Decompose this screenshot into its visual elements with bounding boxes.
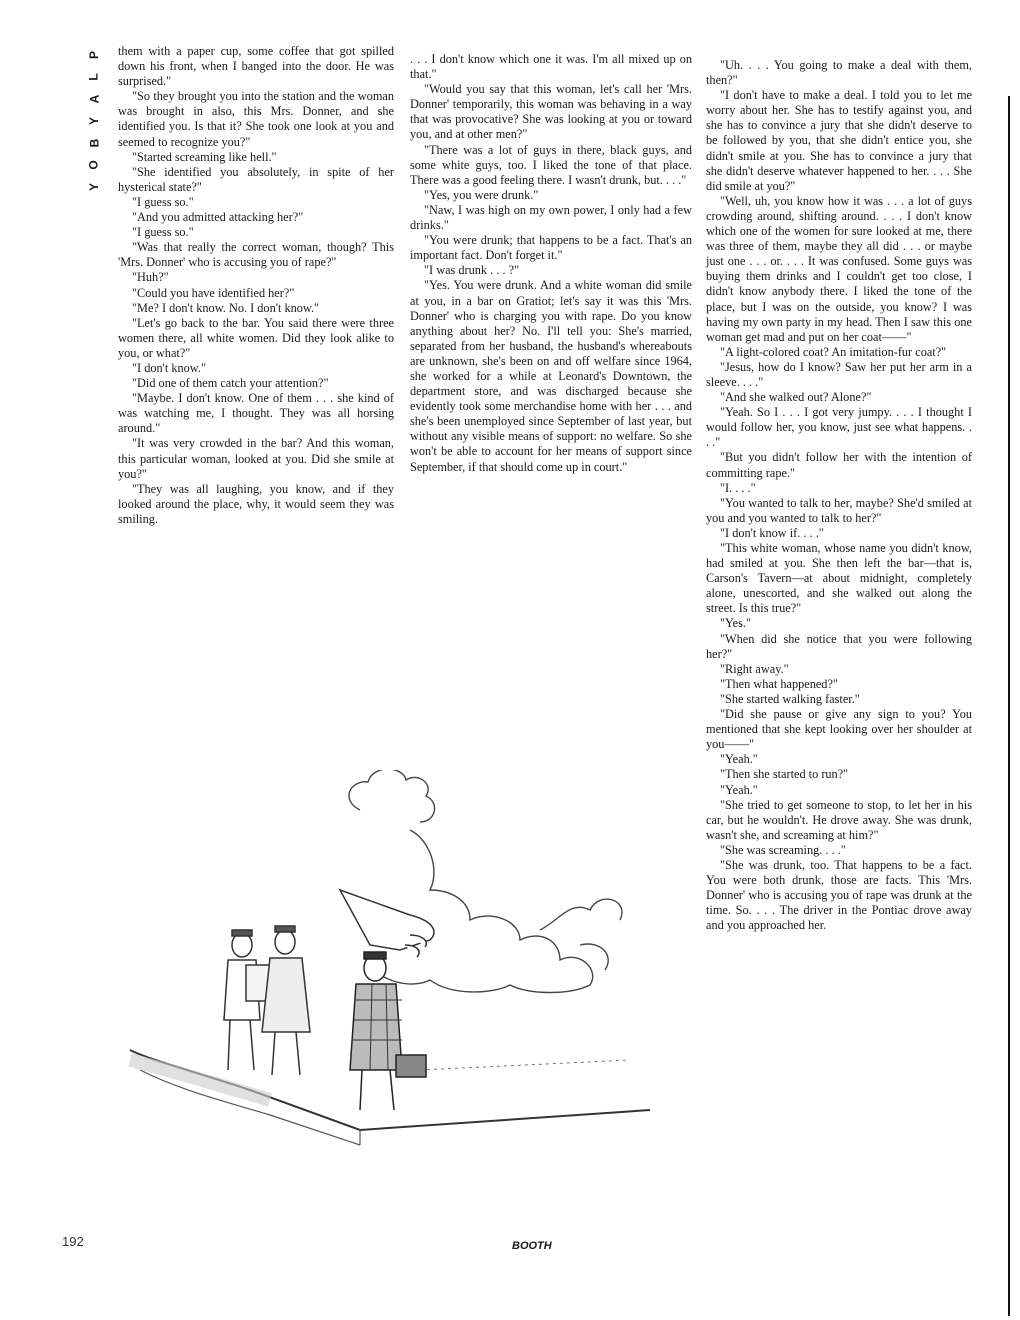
paragraph: "Then what happened?" xyxy=(720,676,838,691)
paragraph: "Uh. . . . You going to make a deal with them, then?" xyxy=(706,58,972,88)
magazine-masthead xyxy=(82,44,106,198)
paragraph: "Yes." xyxy=(720,616,752,631)
paragraph: "A light-colored coat? An imitation-fur coat?" xyxy=(720,344,947,359)
paragraph: "And you admitted attacking her?" xyxy=(132,210,304,225)
paragraph: "I don't know if. . . ." xyxy=(720,525,824,540)
thought-cloud xyxy=(349,770,622,993)
masthead-letter: Y xyxy=(86,116,101,126)
paragraph: "Right away." xyxy=(720,661,789,676)
paragraph: "I don't have to make a deal. I told you to let me worry about her. She has to testify against you, and she has to convince a jury that she didn't deserve to be followed by you, that she didn't entice you, she didn't smile at you. She has to convince a jury that she didn't deserve whatever happened to her. . . . She did smile at you?" xyxy=(706,88,972,193)
paragraph: "Did one of them catch your attention?" xyxy=(132,376,329,391)
paragraph: . . . I don't know which one it was. I'm all mixed up on that." xyxy=(410,52,692,82)
paragraph: "You wanted to talk to her, maybe? She'd smiled at you and you wanted to talk to her?" xyxy=(706,495,972,525)
paragraph: "And she walked out? Alone?" xyxy=(720,390,872,405)
masthead-letter: L xyxy=(87,73,101,81)
paragraph: "I guess so." xyxy=(132,194,194,209)
cartoon-illustration xyxy=(110,770,670,1160)
paragraph: "So they brought you into the station and the woman was brought in also, this Mrs. Donner, and she identified you. Is that it? She took one look at you and seemed to recognize you?" xyxy=(118,89,394,149)
paragraph: "Well, uh, you know how it was . . . a lot of guys crowding around, shifting around. . . . I don't know which one of the women for sure looked at me, there was three of them, maybe they all did . . . or maybe just one . . . or. . . . It was confused. Some guys was buying them drinks and I couldn't get too close, I didn't know anybody there. I liked the tone of the place, but I was on the outside, you know? I was having my own party in my head. Then I saw this one woman get mad and put on her coat——" xyxy=(706,193,972,344)
paragraph: "Maybe. I don't know. One of them . . . she kind of was watching me, I thought. They was all horsing around." xyxy=(118,391,394,436)
masthead-letter: Y xyxy=(86,182,101,192)
paragraph: "This white woman, whose name you didn't know, had smiled at you. She then left the bar—that is, Carson's Tavern—at about midnight, completely alone, unescorted, and she walked out along the street. Is this true?" xyxy=(706,541,972,616)
text-column-2 xyxy=(410,52,692,475)
paragraph: "When did she notice that you were following her?" xyxy=(706,631,972,661)
paragraph: "Started screaming like hell." xyxy=(132,149,277,164)
paragraph: "She identified you absolutely, in spite of her hysterical state?" xyxy=(118,164,394,194)
paragraph: "She tried to get someone to stop, to let her in his car, but he wouldn't. He drove away. She was drunk, wasn't she, and screaming at him?" xyxy=(706,797,972,842)
paragraph: "She started walking faster." xyxy=(720,691,860,706)
page-edge-rule xyxy=(1008,96,1010,1316)
paragraph: "Huh?" xyxy=(132,270,169,285)
paragraph: "But you didn't follow her with the intention of committing rape." xyxy=(706,450,972,480)
paragraph: "Yes, you were drunk." xyxy=(424,187,539,202)
man-in-coat xyxy=(262,926,310,1075)
paragraph: "Then she started to run?" xyxy=(720,767,849,782)
paragraph: "Could you have identified her?" xyxy=(132,285,295,300)
masthead-letter: B xyxy=(86,138,101,148)
paragraph: "Would you say that this woman, let's call her 'Mrs. Donner' temporarily, this woman was behaving in a way that was provocative? She was looking at you or toward you, and at other men?" xyxy=(410,82,692,142)
paragraph: "I. . . ." xyxy=(720,480,756,495)
masthead-letter: P xyxy=(86,50,101,60)
text-column-1 xyxy=(118,44,394,527)
paragraph: "I guess so." xyxy=(132,225,194,240)
paragraph: "It was very crowded in the bar? And this woman, this particular woman, looked at you. Did she smile at you?" xyxy=(118,436,394,481)
page-number: 192 xyxy=(62,1234,84,1249)
paragraph: "I don't know." xyxy=(132,360,206,375)
masthead-letter: A xyxy=(86,94,101,104)
paragraph: "Yes. You were drunk. And a white woman did smile at you, in a bar on Gratiot; let's say it was this 'Mrs. Donner' who is charging you with rape. Do you know anything about her? No. I'll tell you: She's married, separated from her husband, the husband's whereabouts are unknown, she's been on and off welfare since 1964, she worked for a while at Leonard's Downtown, the department store, and was discharged because she evidently took some merchandise home with her . . . and she's been unemployed since September of last year, but without any visible means of support: no welfare. So she won't be able to account for her means of support since September, if that should come up in court." xyxy=(410,278,692,474)
paragraph: "Yeah." xyxy=(720,752,758,767)
pointing-hand xyxy=(340,890,434,957)
paragraph: "Yeah." xyxy=(720,782,758,797)
paragraph: "Naw, I was high on my own power, I only had a few drinks." xyxy=(410,202,692,233)
paragraph: "Did she pause or give any sign to you? You mentioned that she kept looking over her shoulder at you——" xyxy=(706,707,972,752)
text-column-3 xyxy=(706,58,972,933)
paragraph: "Yeah. So I . . . I got very jumpy. . . . I thought I would follow her, you know, just see what happens. . . ." xyxy=(706,405,972,450)
paragraph: "Jesus, how do I know? Saw her put her arm in a sleeve. . . ." xyxy=(706,359,972,389)
paragraph: "You were drunk; that happens to be a fact. That's an important fact. Don't forget it." xyxy=(410,233,692,263)
paragraph: "They was all laughing, you know, and if they looked around the place, why, it would seem they was smiling. xyxy=(118,481,394,526)
paragraph: "I was drunk . . . ?" xyxy=(424,263,520,278)
man-in-checked-coat xyxy=(350,952,426,1110)
paragraph: "She was screaming. . . ." xyxy=(720,842,846,857)
paragraph: "Me? I don't know. No. I don't know." xyxy=(132,300,320,315)
paragraph: "Let's go back to the bar. You said there were three women there, all white women. Did they look alike to you, or what?" xyxy=(118,315,394,360)
paragraph: them with a paper cup, some coffee that got spilled down his front, when I banged into the door. He was surprised." xyxy=(118,44,394,89)
masthead-letter: O xyxy=(87,160,101,170)
paragraph: "She was drunk, too. That happens to be a fact. You were both drunk, those are facts. This 'Mrs. Donner' who is accusing you of rape was drunk at the time. So. . . . The driver in the Pontiac drove away and you approached her. xyxy=(706,857,972,933)
paragraph: "Was that really the correct woman, though? This 'Mrs. Donner' who is accusing you of rape?" xyxy=(118,240,394,270)
cartoonist-signature: BOOTH xyxy=(512,1240,552,1252)
paragraph: "There was a lot of guys in there, black guys, and some white guys, too. I liked the tone of that place. There was a good feeling there. I wasn't drunk, but. . . ." xyxy=(410,142,692,187)
